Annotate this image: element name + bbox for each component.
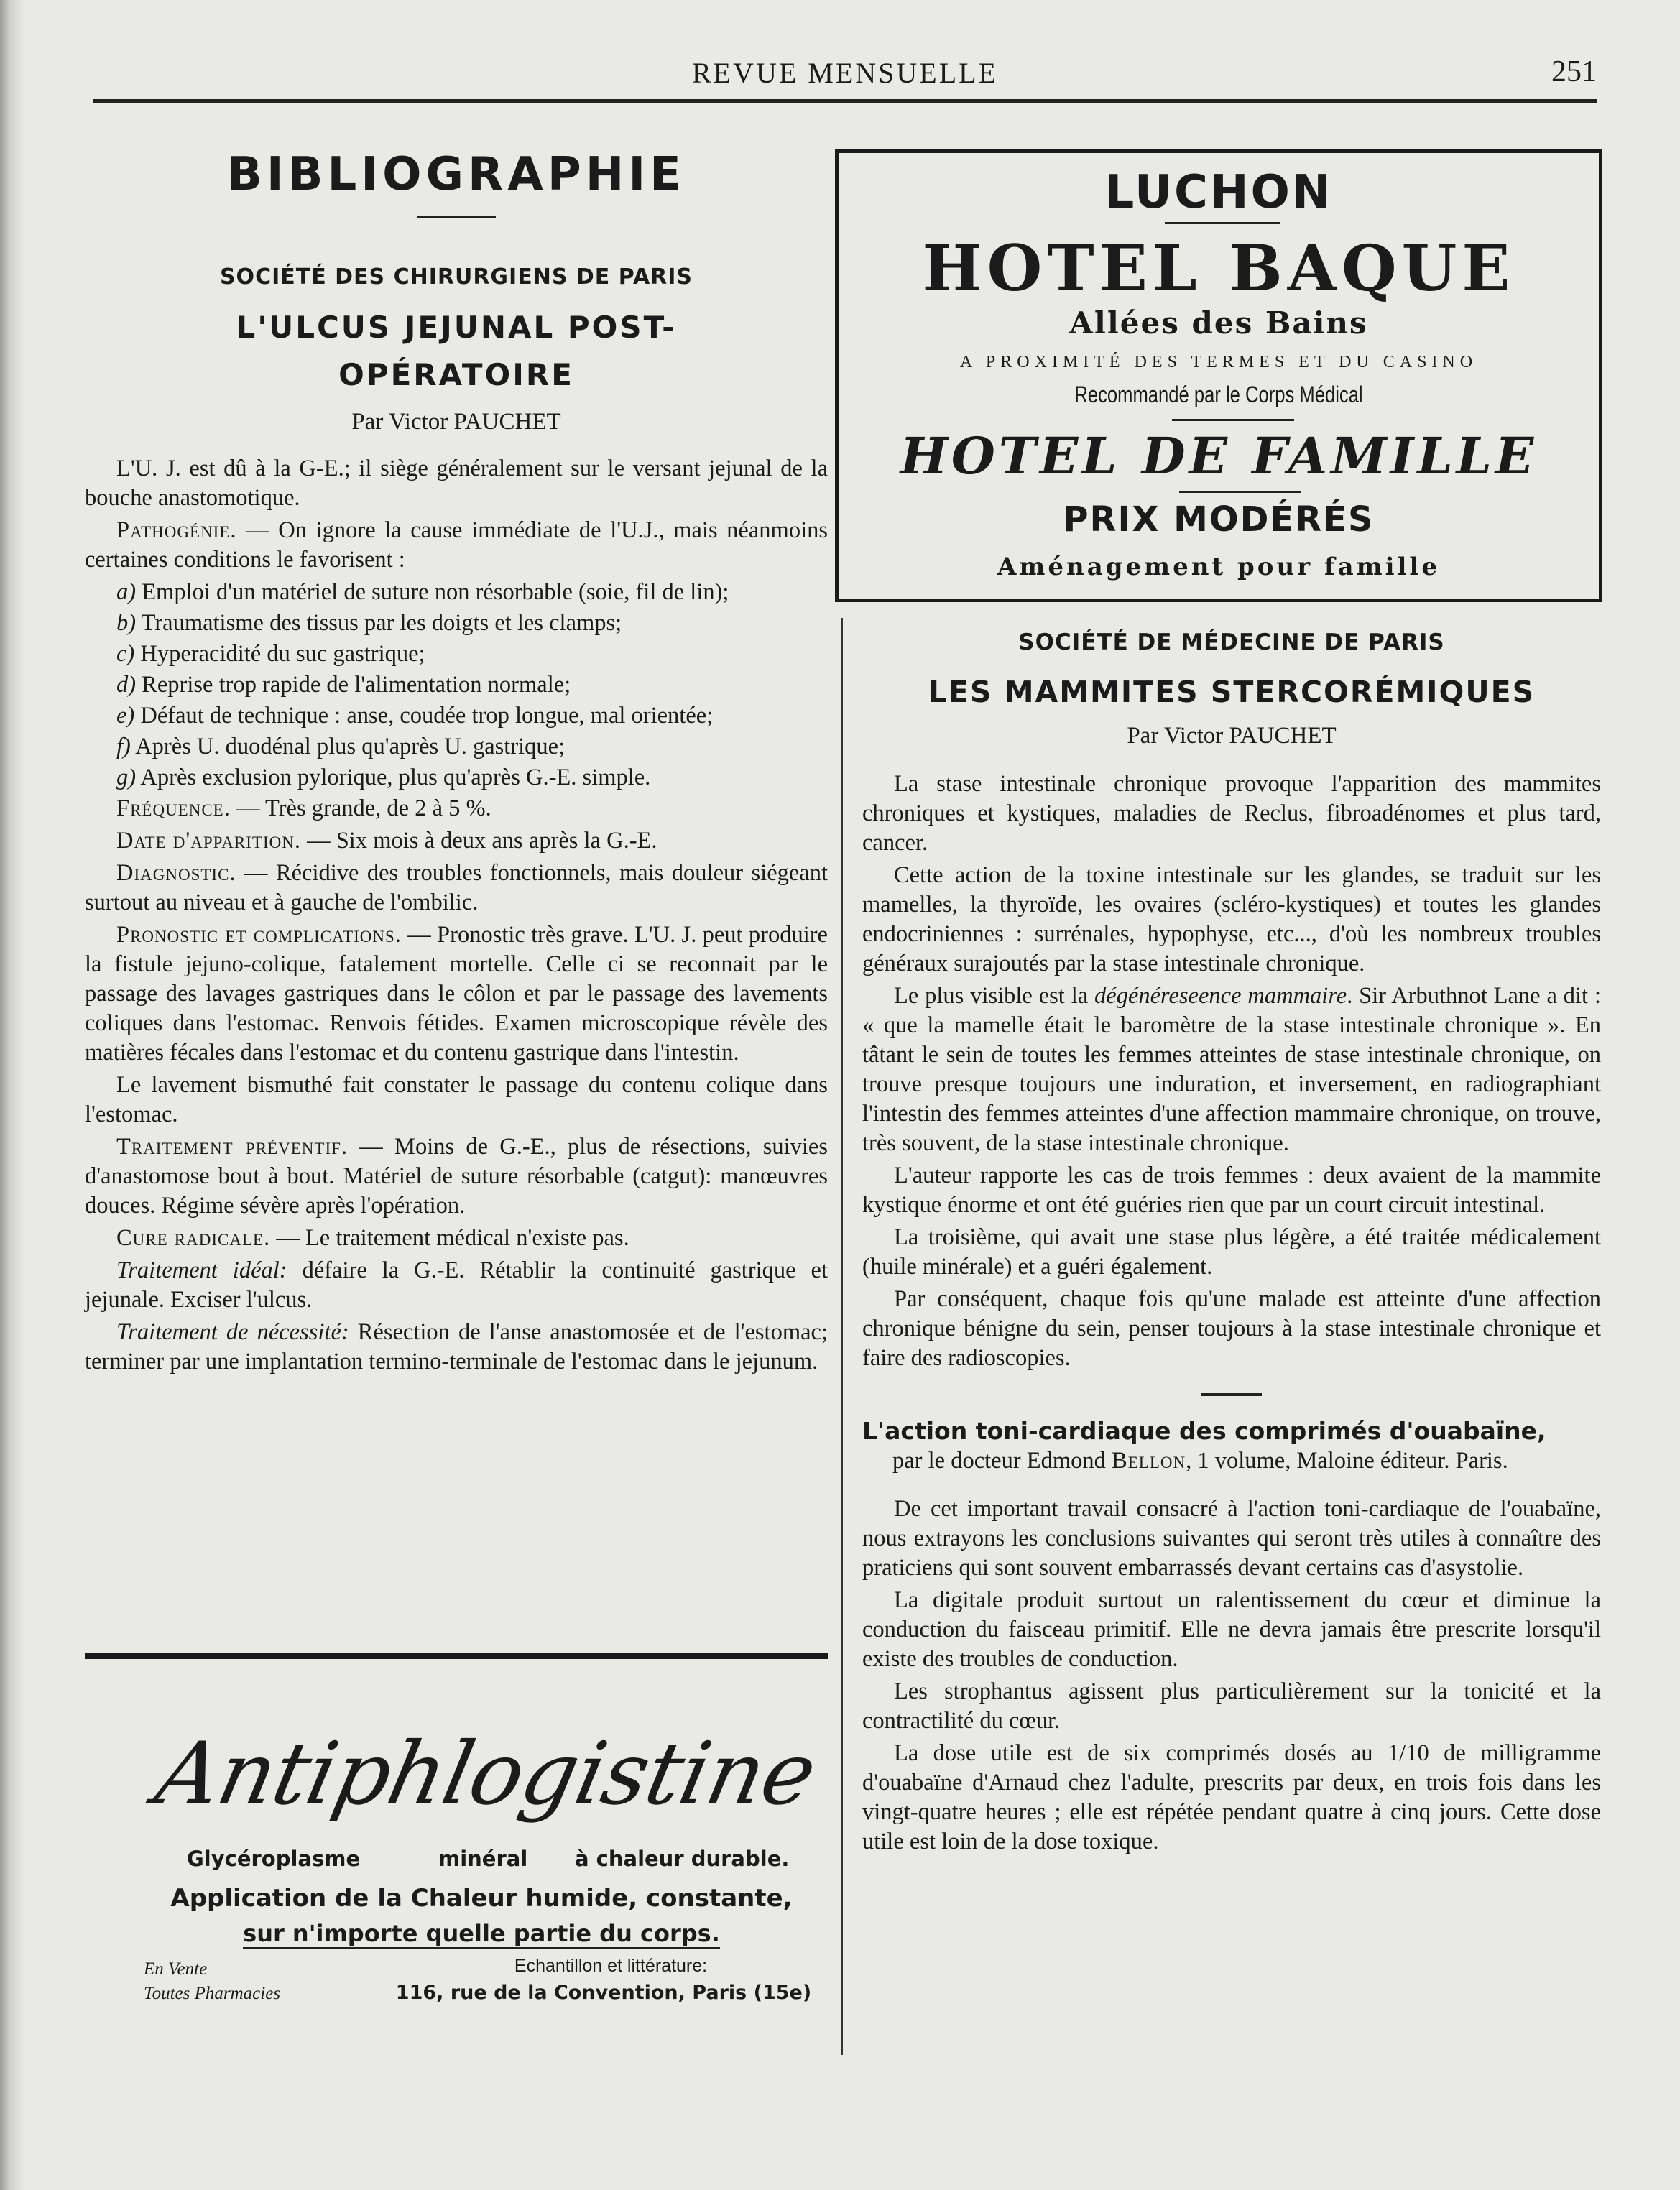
article-title-line-2: OPÉRATOIRE (338, 357, 574, 392)
item-text: Après exclusion pylorique, plus qu'après G.-E. simple. (136, 764, 651, 790)
column-separator (841, 618, 843, 2055)
paragraph-traitement-necessite (85, 1318, 828, 1377)
left-column (85, 137, 828, 1380)
run-in-heading: Traitement idéal: (116, 1257, 287, 1283)
section-rule (1201, 1393, 1262, 1396)
ad-rule (1165, 222, 1280, 224)
ad-rule (1179, 491, 1301, 493)
emphasis: dégénéreseence mammaire (1094, 983, 1347, 1009)
ad-prices: PRIX MODÉRÉS (1063, 499, 1375, 540)
paragraph-text: Le plus visible est la (894, 983, 1095, 1009)
ad-subtitle-1: Glycéroplasme (187, 1847, 361, 1871)
paragraph-text: — Le traitement médical n'existe pas. (270, 1225, 629, 1251)
item-marker: e) (116, 703, 135, 729)
list-item (85, 609, 828, 638)
paragraph: Le lavement bismuthé fait constater le passage du contenu colique dans l'estomac. (85, 1072, 828, 1127)
paragraph-traitement-preventif (85, 1132, 828, 1221)
paragraph-date (85, 826, 828, 856)
page-number: 251 (1551, 55, 1597, 88)
item-marker: c) (116, 641, 135, 667)
page-binding-shadow (0, 0, 24, 2190)
ad-sale-line-1: En Vente (144, 1959, 208, 1979)
item-text: Emploi d'un matériel de suture non résorbable (soie, fil de lin); (136, 579, 729, 605)
run-in-heading: Date d'apparition. (116, 828, 301, 854)
running-header (93, 52, 1597, 95)
list-item (85, 578, 828, 607)
paragraph: Par conséquent, chaque fois qu'une malade est atteinte d'une affection chronique bénigne du sein, penser toujours à la stase intestinale chronique et faire des radioscopies. (862, 1286, 1601, 1371)
item-marker: g) (116, 764, 137, 790)
citation-text: par le docteur Edmond (892, 1448, 1112, 1474)
paragraph: La dose utile est de six comprimés dosés au 1/10 de milligramme d'ouabaïne d'Arnaud chez l'adulte, prescrits par deux, en trois fois dans les vingt-quatre heures ; elle est répétée pendant quatre à cinq jours. Cette dose utile est loin de la dose toxique. (862, 1740, 1601, 1854)
paragraph-frequence (85, 794, 828, 823)
paragraph: De cet important travail consacré à l'action toni-cardiaque de l'ouabaïne, nous extrayons les conclusions suivantes qui seront très utiles à connaître des praticiens qui sont souvent embarrassés devant certains cas d'asystolie. (862, 1496, 1601, 1581)
ad-brand-logo: Antiphlogistine (147, 1724, 824, 1824)
item-text: Après U. duodénal plus qu'après U. gastrique; (130, 734, 566, 759)
hotel-advertisement (835, 149, 1602, 602)
item-text: Traumatisme des tissus par les doigts et les clamps; (136, 610, 622, 636)
article-title: LES MAMMITES STERCORÉMIQUES (928, 675, 1536, 709)
ad-subtitle-2: minéral (438, 1847, 528, 1871)
review-citation (892, 1446, 1601, 1476)
ad-anywhere-text: sur n'importe quelle partie du corps. (243, 1920, 720, 1949)
ad-subtitle-3: à chaleur durable. (575, 1847, 790, 1871)
ad-anywhere (165, 1920, 798, 1947)
run-in-heading: Traitement préventif. (116, 1134, 349, 1160)
article-title-line-1: L'ULCUS JEJUNAL POST- (236, 310, 677, 345)
review-title: L'action toni-cardiaque des comprimés d'ouabaïne, (862, 1417, 1546, 1445)
paragraph-traitement-ideal (85, 1256, 828, 1315)
item-marker: a) (116, 579, 137, 605)
ad-hotel-name: HOTEL BAQUE (922, 231, 1515, 305)
paragraph-text: — Six mois à deux ans après la G.-E. (300, 828, 657, 854)
paragraph-pronostic (85, 920, 828, 1068)
run-in-heading: Pathogénie. (116, 517, 237, 543)
item-text: Reprise trop rapide de l'alimentation normale; (136, 672, 571, 698)
paragraph-text: — Très grande, de 2 à 5 %. (230, 795, 491, 821)
list-item (85, 763, 828, 793)
item-marker: f) (116, 734, 131, 759)
society-heading: SOCIÉTÉ DES CHIRURGIENS DE PARIS (219, 264, 693, 290)
ad-town: LUCHON (1104, 166, 1333, 219)
ad-application: Application de la Chaleur humide, constante, (170, 1884, 793, 1913)
run-in-heading: Traitement de nécessité: (116, 1319, 349, 1345)
paragraph-text: — Récidive des troubles fonctionnels, mais douleur siégeant surtout au niveau et à gauche de l'ombilic. (85, 860, 828, 915)
list-item (85, 732, 828, 762)
paragraph: Cette action de la toxine intestinale sur les glandes, se traduit sur les mamelles, la thyroïde, les ovaires (scléro-kystiques) et toutes les glandes endocriniennes : surrénales, hypophyse, etc..., d'où les nombreux troubles généraux surajoutés par la stase intestinale chronique. (862, 862, 1601, 976)
section-title-rule (417, 216, 496, 218)
paragraph: Les strophantus agissent plus particulièrement sur la tonicité et la contractilité du cœur. (862, 1678, 1601, 1734)
paragraph: L'U. J. est dû à la G-E.; il siège généralement sur le versant jejunal de la bouche anastomotique. (85, 456, 828, 511)
ad-sale-line-2: Toutes Pharmacies (144, 1984, 281, 2003)
run-in-heading: Pronostic et complications. (116, 922, 402, 948)
paragraph-text: — On ignore la cause immédiate de l'U.J., mais néanmoins certaines conditions le favorisent : (85, 517, 828, 573)
paragraph-text: Résection de l'anse anastomosée et de l'estomac; terminer par une implantation termino-terminale de l'estomac dans le jejunum. (85, 1319, 828, 1374)
citation-text: , 1 volume, Maloine éditeur. Paris. (1186, 1448, 1508, 1474)
article-author: Par Victor PAUCHET (351, 409, 561, 435)
ad-recommended: Recommandé par le Corps Médical (1074, 382, 1363, 407)
advertisement-rule (85, 1653, 828, 1659)
ad-rule (1172, 419, 1294, 421)
citation-author: Bellon (1112, 1448, 1186, 1474)
item-marker: d) (116, 672, 137, 698)
paragraph: La digitale produit surtout un ralentissement du cœur et diminue la conduction du faisceau primitif. Elle ne devra jamais être prescrite lorsqu'il existe des troubles de conduction. (862, 1587, 1601, 1672)
right-column (862, 618, 1601, 1859)
paragraph: La stase intestinale chronique provoque l'apparition des mammites chroniques et kystiques, maladies de Reclus, fibroadénomes et plus tard, cancer. (862, 771, 1601, 856)
item-marker: b) (116, 610, 137, 636)
paragraph-text: — Pronostic très grave. L'U. J. peut produire la fistule jejuno-colique, fatalement mortelle. Celle ci se reconnait par le passage des lavages gastriques dans le côlon et par le passage des lavements coliques dans l'estomac. Renvois fétides. Examen microscopique révèle des matières fécales dans l'estomac et du contenu gastrique dans l'intestin. (85, 922, 828, 1066)
paragraph: La troisième, qui avait une stase plus légère, a été traitée médicalement (huile minérale) et a guéri également. (862, 1224, 1601, 1280)
antiphlogistine-advertisement (144, 1724, 824, 2026)
paragraph-text: . Sir Arbuthnot Lane a dit : « que la mamelle était le baromètre de la stase intestinale chronique ». En tâtant le sein de toutes les femmes atteintes de stase intestinale chronique, on trouve presque toujours une induration, et inversement, en radiographiant l'intestin des femmes atteintes d'une affection mammaire chronique, on trouve, très souvent, de la stase intestinale chronique. (862, 983, 1601, 1156)
ad-sample: Echantillon et littérature: (514, 1956, 708, 1976)
paragraph-pathogenie (85, 516, 828, 575)
item-text: Hyperacidité du suc gastrique; (134, 641, 425, 667)
list-item (85, 701, 828, 731)
header-rule (93, 99, 1597, 103)
section-title: BIBLIOGRAPHIE (227, 148, 686, 201)
paragraph-diagnostic (85, 859, 828, 918)
ad-arrangement: Aménagement pour famille (997, 553, 1440, 581)
paragraph: L'auteur rapporte les cas de trois femmes : deux avaient de la mammite kystique énorme et ont été guéries rien que par un court circuit intestinal. (862, 1163, 1601, 1218)
ad-address: 116, rue de la Convention, Paris (15e) (395, 1982, 812, 2004)
ad-proximity: A PROXIMITÉ DES TERMES ET DU CASINO (959, 353, 1478, 371)
run-in-heading: Fréquence. (116, 795, 231, 821)
journal-title: REVUE MENSUELLE (691, 57, 999, 89)
list-item (85, 639, 828, 669)
list-item (85, 670, 828, 700)
paragraph-text: défaire la G.-E. Rétablir la continuité gastrique et jejunale. Exciser l'ulcus. (85, 1257, 828, 1313)
item-text: Défaut de technique : anse, coudée trop longue, mal orientée; (134, 703, 714, 729)
run-in-heading: Cure radicale. (116, 1225, 271, 1251)
paragraph-text: — Moins de G.-E., plus de résections, suivies d'anastomose bout à bout. Matériel de suture résorbable (catgut): manœuvres douces. Régime sévère après l'opération. (85, 1134, 828, 1219)
article-title (85, 304, 828, 399)
run-in-heading: Diagnostic. (116, 860, 236, 886)
paragraph (862, 981, 1601, 1158)
society-heading: SOCIÉTÉ DE MÉDECINE DE PARIS (1018, 629, 1445, 655)
ad-family-hotel: HOTEL DE FAMILLE (900, 426, 1538, 486)
ad-sale-info (144, 1957, 280, 2006)
article-author: Par Victor PAUCHET (1127, 723, 1337, 749)
ad-street: Allées des Bains (1069, 305, 1368, 341)
paragraph-cure-radicale (85, 1224, 828, 1253)
